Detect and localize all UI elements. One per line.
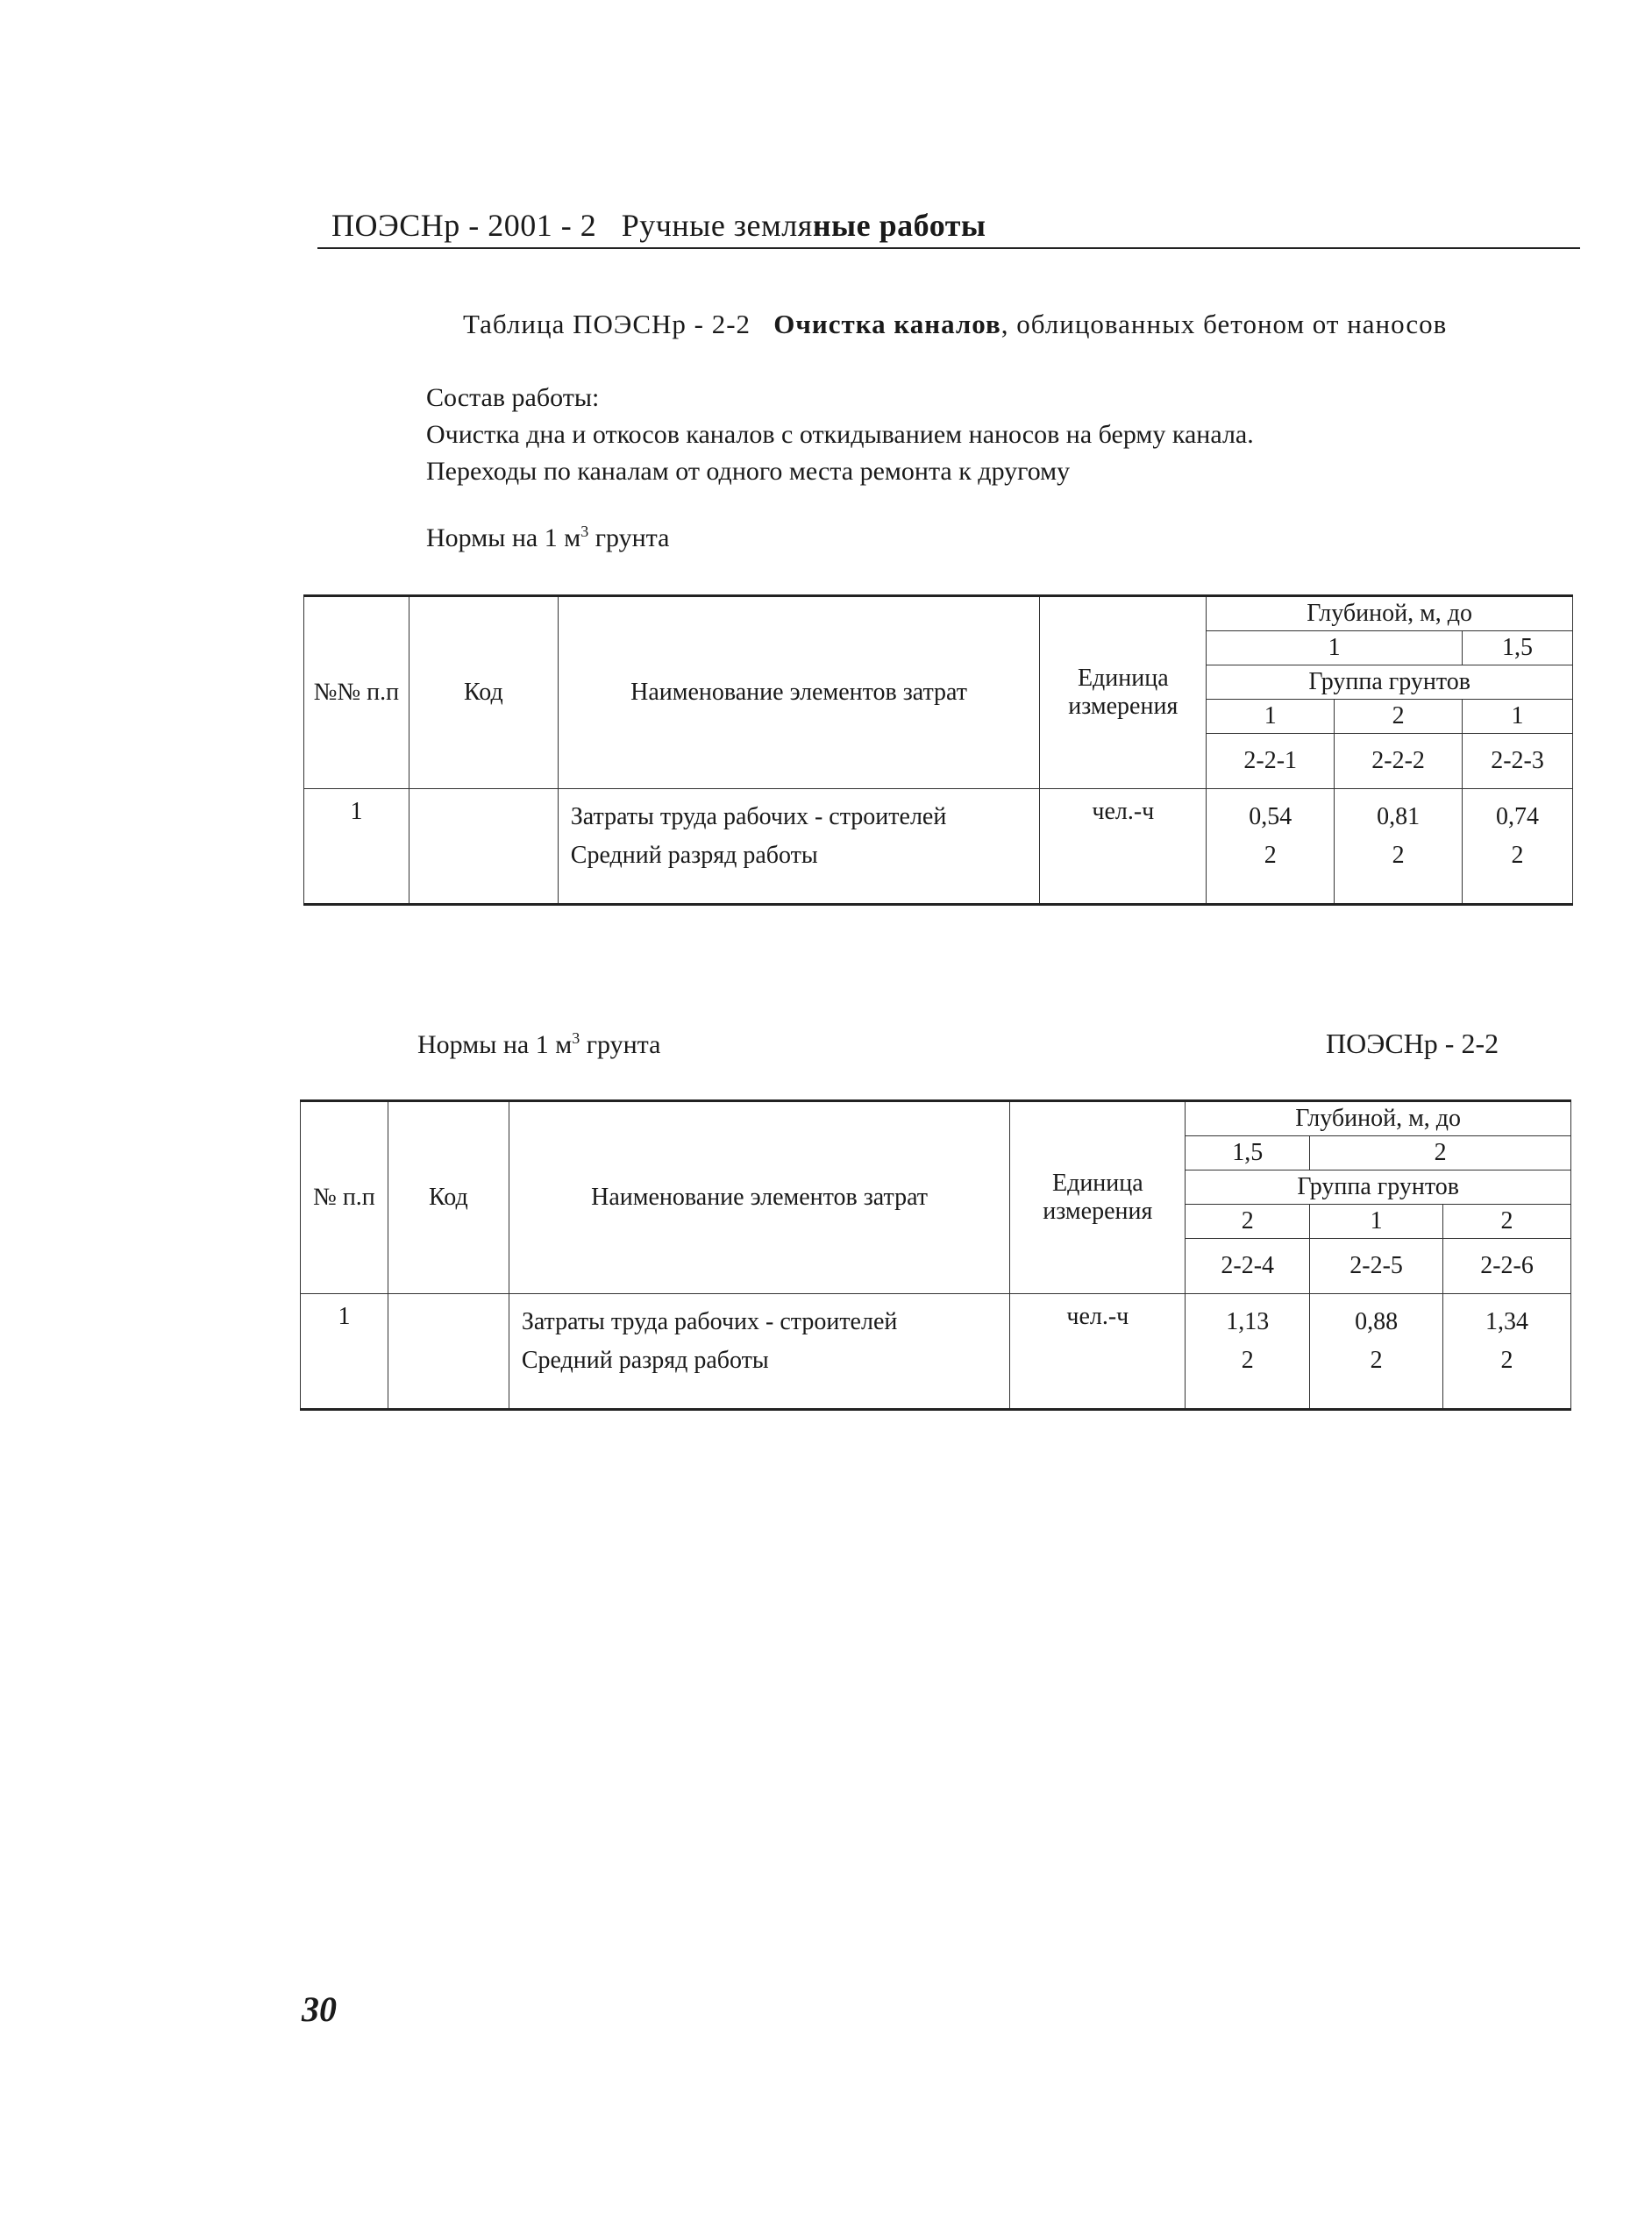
soil-group-header: Группа грунтов xyxy=(1207,665,1573,700)
depth-header: Глубиной, м, до xyxy=(1186,1101,1571,1136)
composition-line-1: Очистка дна и откосов каналов с откидыванием наносов на берму канала. xyxy=(426,420,1254,449)
norm-code: 2-2-3 xyxy=(1463,734,1573,789)
grade-value: 2 xyxy=(1500,1347,1513,1374)
col-header-code: Код xyxy=(409,596,558,789)
table2-norms-label xyxy=(417,1029,660,1060)
grade-value: 2 xyxy=(1392,842,1405,869)
depth-value-1: 1 xyxy=(1207,631,1463,665)
depth-value-2: 2 xyxy=(1310,1136,1571,1170)
row-values xyxy=(1463,789,1573,905)
row-code xyxy=(388,1294,509,1410)
header-section-plain: Ручные земля xyxy=(621,208,813,243)
labor-value: 0,74 xyxy=(1496,803,1540,830)
norm-code: 2-2-1 xyxy=(1207,734,1335,789)
norms-table-2 xyxy=(300,1099,1571,1411)
norm-code: 2-2-5 xyxy=(1310,1239,1443,1294)
labor-value: 0,54 xyxy=(1249,803,1292,830)
row-no: 1 xyxy=(301,1294,388,1410)
col-header-unit: Единица измерения xyxy=(1040,596,1207,789)
composition-heading: Состав работы: xyxy=(426,383,600,412)
row-no: 1 xyxy=(304,789,409,905)
row-name-line-1: Затраты труда рабочих - строителей xyxy=(521,1308,898,1335)
header-section-bold: ные работы xyxy=(812,208,986,243)
col-header-no: №№ п.п xyxy=(304,596,409,789)
soil-group-header: Группа грунтов xyxy=(1186,1170,1571,1205)
composition-line-2: Переходы по каналам от одного места ремонта к другому xyxy=(426,457,1071,486)
soil-group-value: 2 xyxy=(1335,700,1463,734)
page-number: 30 xyxy=(302,1989,337,2029)
soil-group-value: 1 xyxy=(1463,700,1573,734)
row-name xyxy=(509,1294,1010,1410)
labor-value: 0,81 xyxy=(1377,803,1421,830)
labor-value: 0,88 xyxy=(1355,1308,1399,1335)
norms-unit: грунта xyxy=(580,1030,661,1059)
grade-value: 2 xyxy=(1241,1347,1254,1374)
grade-value: 2 xyxy=(1511,842,1524,869)
row-name xyxy=(558,789,1040,905)
caption-rest: , облицованных бетоном от наносов xyxy=(1000,309,1448,339)
col-header-unit: Единица измерения xyxy=(1010,1101,1186,1294)
row-unit: чел.-ч xyxy=(1010,1294,1186,1410)
col-header-code: Код xyxy=(388,1101,509,1294)
header-rule xyxy=(317,247,1580,249)
caption-prefix: Таблица ПОЭСНр - 2-2 xyxy=(463,309,751,339)
work-composition xyxy=(426,380,1254,490)
col-header-no: № п.п xyxy=(301,1101,388,1294)
row-name-line-2: Средний разряд работы xyxy=(570,842,818,869)
labor-value: 1,13 xyxy=(1226,1308,1270,1335)
row-unit: чел.-ч xyxy=(1040,789,1207,905)
grade-value: 2 xyxy=(1264,842,1277,869)
row-name-line-1: Затраты труда рабочих - строителей xyxy=(570,803,947,830)
row-code xyxy=(409,789,558,905)
row-values xyxy=(1443,1294,1571,1410)
soil-group-value: 2 xyxy=(1443,1205,1571,1239)
labor-value: 1,34 xyxy=(1485,1308,1529,1335)
running-header xyxy=(331,207,986,244)
col-header-name: Наименование элементов затрат xyxy=(558,596,1040,789)
row-values xyxy=(1310,1294,1443,1410)
depth-header: Глубиной, м, до xyxy=(1207,596,1573,631)
table-caption xyxy=(463,309,1447,340)
soil-group-value: 1 xyxy=(1310,1205,1443,1239)
soil-group-value: 2 xyxy=(1186,1205,1310,1239)
caption-title: Очистка каналов xyxy=(773,309,1001,339)
row-values xyxy=(1207,789,1335,905)
depth-value-1: 1,5 xyxy=(1186,1136,1310,1170)
norms-table-1 xyxy=(303,594,1573,906)
row-values xyxy=(1335,789,1463,905)
header-code: ПОЭСНр - 2001 - 2 xyxy=(331,208,597,243)
row-values xyxy=(1186,1294,1310,1410)
col-header-name: Наименование элементов затрат xyxy=(509,1101,1010,1294)
norm-code: 2-2-2 xyxy=(1335,734,1463,789)
norms-unit: грунта xyxy=(588,523,670,552)
norms-text: Нормы на 1 м xyxy=(426,523,581,552)
grade-value: 2 xyxy=(1370,1347,1383,1374)
norms-sup: 3 xyxy=(572,1029,580,1047)
norms-text: Нормы на 1 м xyxy=(417,1030,573,1059)
table2-code-right: ПОЭСНр - 2-2 xyxy=(1326,1028,1499,1059)
row-name-line-2: Средний разряд работы xyxy=(521,1347,769,1374)
depth-value-2: 1,5 xyxy=(1463,631,1573,665)
table1-norms-label xyxy=(426,523,669,553)
norm-code: 2-2-6 xyxy=(1443,1239,1571,1294)
soil-group-value: 1 xyxy=(1207,700,1335,734)
norms-sup: 3 xyxy=(580,523,589,540)
norm-code: 2-2-4 xyxy=(1186,1239,1310,1294)
